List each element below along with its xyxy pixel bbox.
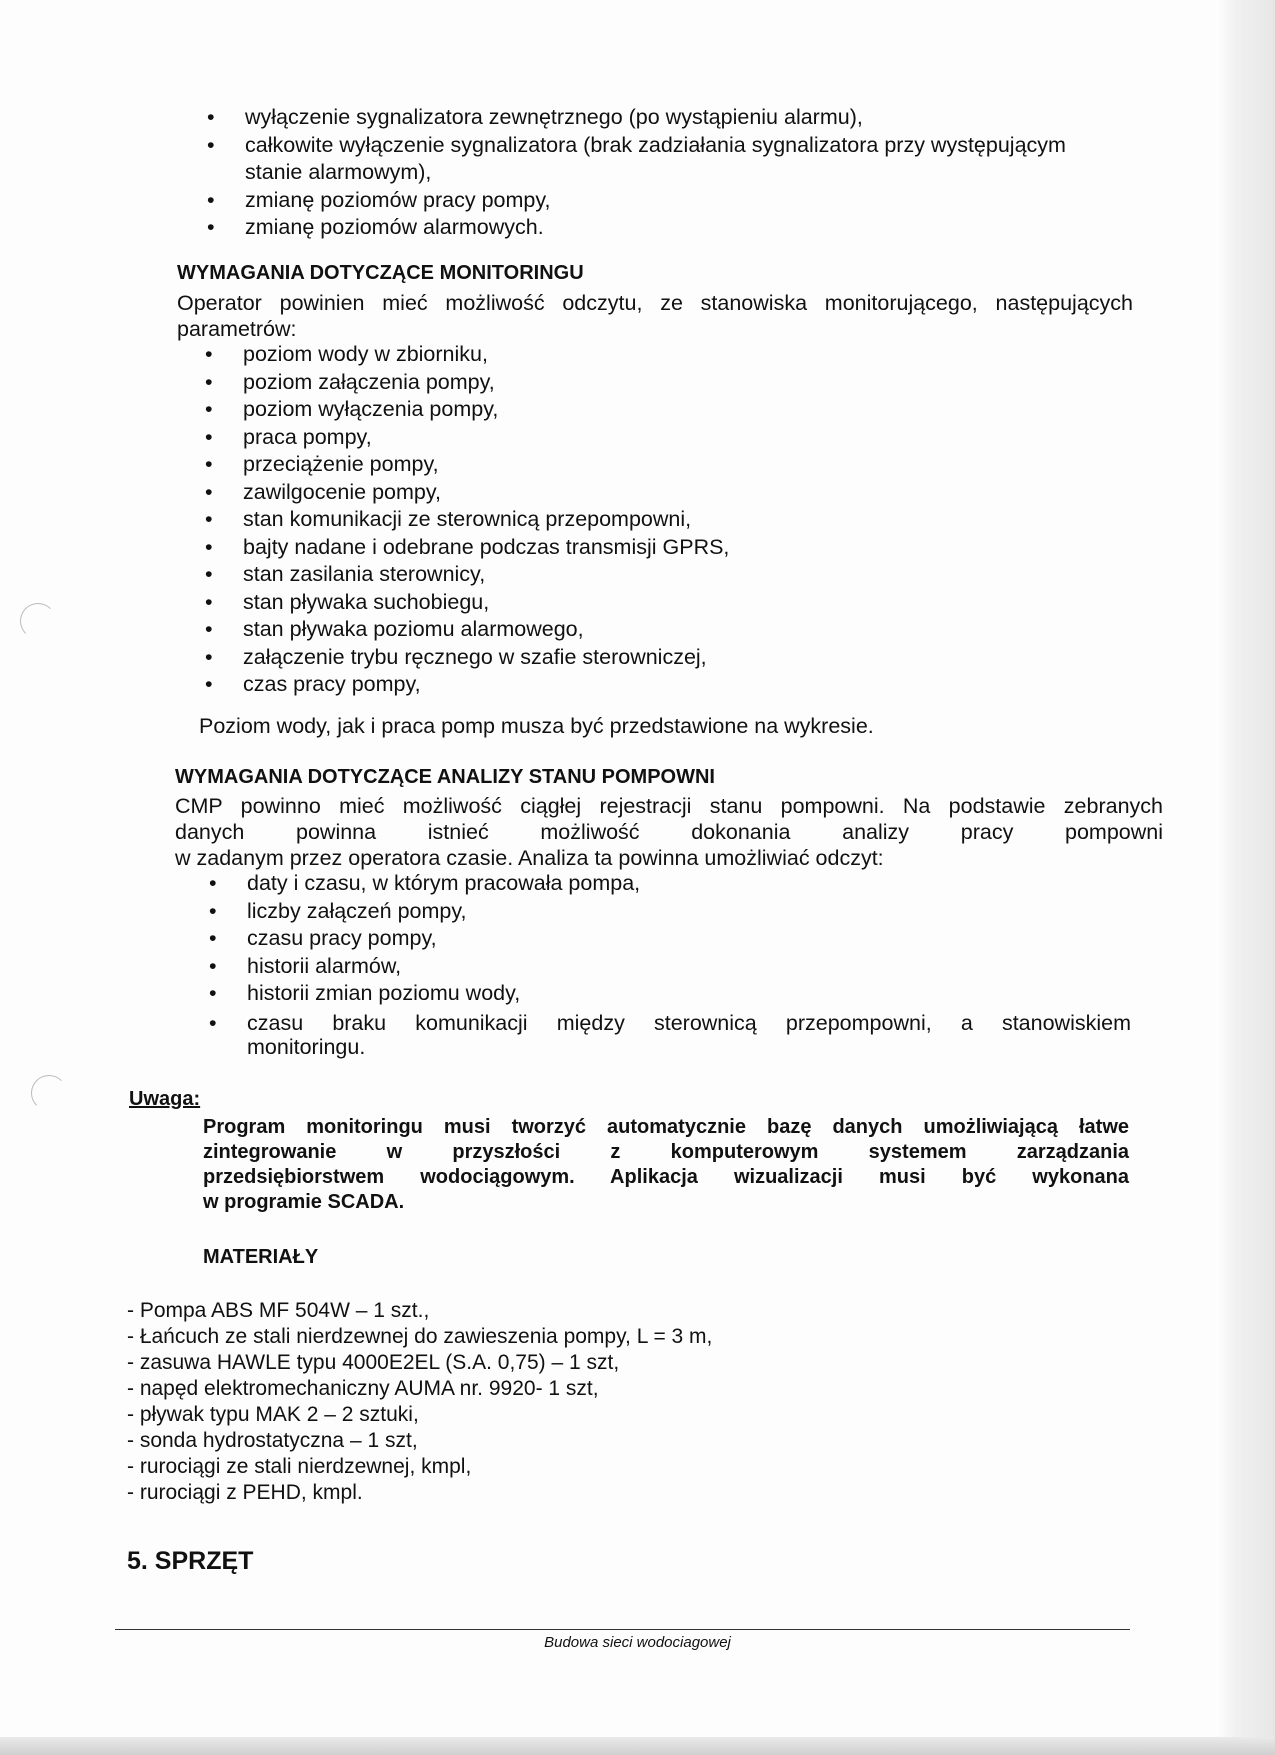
page-bottom-edge	[0, 1737, 1275, 1755]
list-item: • historii zmian poziomu wody,	[209, 981, 521, 1005]
monitoring-intro: Operator powinien mieć możliwość odczytu, ze stanowiska monitorującego, następujących parametrów:	[177, 291, 1133, 341]
list-item: • czasu braku komunikacji między sterownicą przepompowni, a stanowiskiem	[209, 1010, 1131, 1035]
list-item: • stan pływaka poziomu alarmowego,	[205, 617, 584, 641]
monitoring-list	[205, 341, 730, 699]
top-bullet-list	[207, 104, 1066, 242]
list-item: • wyłączenie sygnalizatora zewnętrznego (po wystąpieniu alarmu),	[207, 105, 863, 129]
list-item: - pływak typu MAK 2 – 2 sztuki,	[127, 1403, 419, 1426]
analysis-intro: CMP powinno mieć możliwość ciągłej rejestracji stanu pompowni. Na podstawie zebranych danych powinna istnieć możliwość dokonania analizy pracy pompowni w zadanym przez operatora czasie. Analiza ta powinna umożliwiać odczyt:	[175, 794, 1163, 870]
list-item: • stan komunikacji ze sterownicą przepompowni,	[205, 507, 692, 531]
list-item: • zmianę poziomów pracy pompy,	[207, 187, 551, 212]
list-item: • stan zasilania sterownicy,	[205, 562, 486, 586]
monitoring-heading: WYMAGANIA DOTYCZĄCE MONITORINGU	[177, 262, 584, 284]
monitoring-note: Poziom wody, jak i praca pomp musza być przedstawione na wykresie.	[199, 714, 874, 738]
list-item: - Łańcuch ze stali nierdzewnej do zawieszenia pompy, L = 3 m,	[127, 1325, 713, 1348]
note-body: Program monitoringu musi tworzyć automatycznie bazę danych umożliwiającą łatwe zintegrowanie w przyszłości z komputerowym systemem zarządzania przedsiębiorstwem wodociągowym. Aplikacja wizualizacji musi być wykonana w programie SCADA.	[203, 1116, 1129, 1213]
list-item-continuation: stanie alarmowym),	[245, 160, 432, 184]
list-item: • zawilgocenie pompy,	[205, 479, 441, 504]
footer-rule	[115, 1629, 1130, 1630]
list-item-continuation: monitoringu.	[247, 1035, 366, 1059]
page-edge-shadow	[1215, 0, 1275, 1755]
list-item: • załączenie trybu ręcznego w szafie sterowniczej,	[205, 644, 707, 669]
list-item: • całkowite wyłączenie sygnalizatora (brak zadziałania sygnalizatora przy występującym	[207, 132, 1066, 157]
list-item: - napęd elektromechaniczny AUMA nr. 9920- 1 szt,	[127, 1377, 599, 1400]
footer-text: Budowa sieci wodociagowej	[544, 1634, 731, 1651]
list-item: • stan pływaka suchobiegu,	[205, 589, 490, 614]
list-item: • historii alarmów,	[209, 953, 402, 978]
list-item: - zasuwa HAWLE typu 4000E2EL (S.A. 0,75) – 1 szt,	[127, 1351, 620, 1374]
list-item: • poziom załączenia pompy,	[205, 369, 495, 394]
note-label: Uwaga:	[129, 1088, 201, 1110]
materials-heading: MATERIAŁY	[203, 1246, 319, 1268]
analysis-heading: WYMAGANIA DOTYCZĄCE ANALIZY STANU POMPOWNI	[175, 766, 715, 788]
list-item: • zmianę poziomów alarmowych.	[207, 215, 544, 239]
list-item: • poziom wody w zbiorniku,	[205, 342, 488, 366]
list-item: • daty i czasu, w którym pracowała pompa,	[209, 871, 641, 895]
list-item: - rurociągi z PEHD, kmpl.	[127, 1481, 363, 1504]
list-item: • poziom wyłączenia pompy,	[205, 397, 499, 421]
analysis-list	[209, 870, 1131, 1062]
list-item: - Pompa ABS MF 504W – 1 szt.,	[127, 1299, 430, 1322]
list-item: • czas pracy pompy,	[205, 672, 421, 696]
list-item: • bajty nadane i odebrane podczas transmisji GPRS,	[205, 534, 730, 559]
punch-hole	[20, 603, 56, 639]
list-item: • praca pompy,	[205, 424, 372, 449]
punch-hole	[31, 1075, 67, 1111]
list-item: • przeciążenie pompy,	[205, 452, 439, 476]
list-item: • czasu pracy pompy,	[209, 926, 437, 950]
list-item: • liczby załączeń pompy,	[209, 898, 467, 923]
list-item: - sonda hydrostatyczna – 1 szt,	[127, 1429, 418, 1452]
materials-list	[127, 1298, 712, 1506]
list-item: - rurociągi ze stali nierdzewnej, kmpl,	[127, 1455, 472, 1478]
section-title: 5. SPRZĘT	[127, 1547, 254, 1575]
